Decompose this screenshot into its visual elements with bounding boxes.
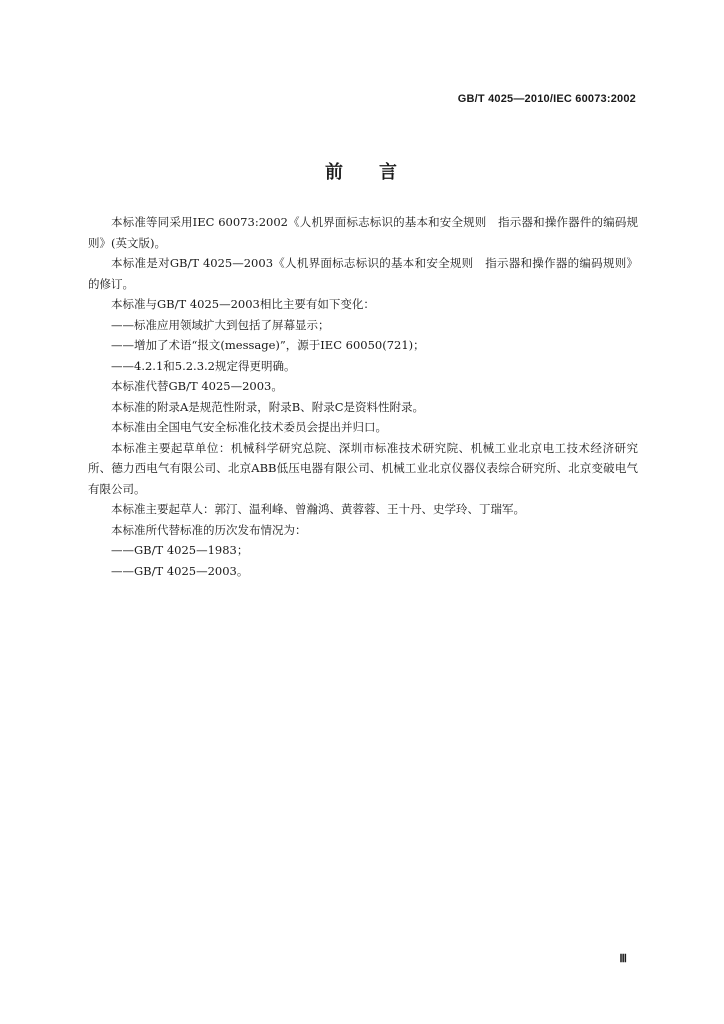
paragraph: 本标准是对GB/T 4025—2003《人机界面标志标识的基本和安全规则 指示器和操作器的编码规则》的修订。: [88, 256, 638, 291]
title-char-2: 言: [379, 162, 399, 183]
paragraph: 本标准代替GB/T 4025—2003。: [111, 379, 283, 393]
paragraph: ——GB/T 4025—2003。: [111, 563, 249, 578]
paragraph: 本标准由全国电气安全标准化技术委员会提出并归口。: [111, 420, 387, 434]
standard-code-header: GB/T 4025—2010/IEC 60073:2002: [457, 93, 636, 105]
page-title: [0, 158, 724, 184]
paragraph: 本标准主要起草单位：机械科学研究总院、深圳市标准技术研究院、机械工业北京电工技术经济研究所、德力西电气有限公司、北京ABB低压电器有限公司、机械工业北京仪器仪表综合研究所、北京变破电气有限公司。: [88, 440, 638, 496]
foreword-body: [88, 212, 638, 581]
paragraph: ——4.2.1和5.2.3.2规定得更明确。: [111, 358, 296, 373]
paragraph: ——增加了术语“报文(message)”，源于IEC 60050(721)；: [111, 338, 425, 352]
title-char-1: 前: [325, 162, 345, 183]
page-number: Ⅲ: [619, 953, 627, 965]
paragraph: 本标准所代替标准的历次发布情况为：: [111, 522, 307, 537]
paragraph: 本标准等同采用IEC 60073:2002《人机界面标志标识的基本和安全规则 指示器和操作器件的编码规则》(英文版)。: [88, 215, 638, 250]
paragraph: ——GB/T 4025—1983；: [111, 543, 249, 557]
paragraph: 本标准与GB/T 4025—2003相比主要有如下变化：: [111, 297, 375, 311]
paragraph: 本标准主要起草人：郭汀、温利峰、曾瀚鸿、黄蓉蓉、王十丹、史学玲、丁瑞军。: [111, 502, 525, 516]
paragraph: 本标准的附录A是规范性附录，附录B、附录C是资料性附录。: [111, 399, 425, 414]
paragraph: ——标准应用领域扩大到包括了屏幕显示；: [111, 317, 330, 332]
